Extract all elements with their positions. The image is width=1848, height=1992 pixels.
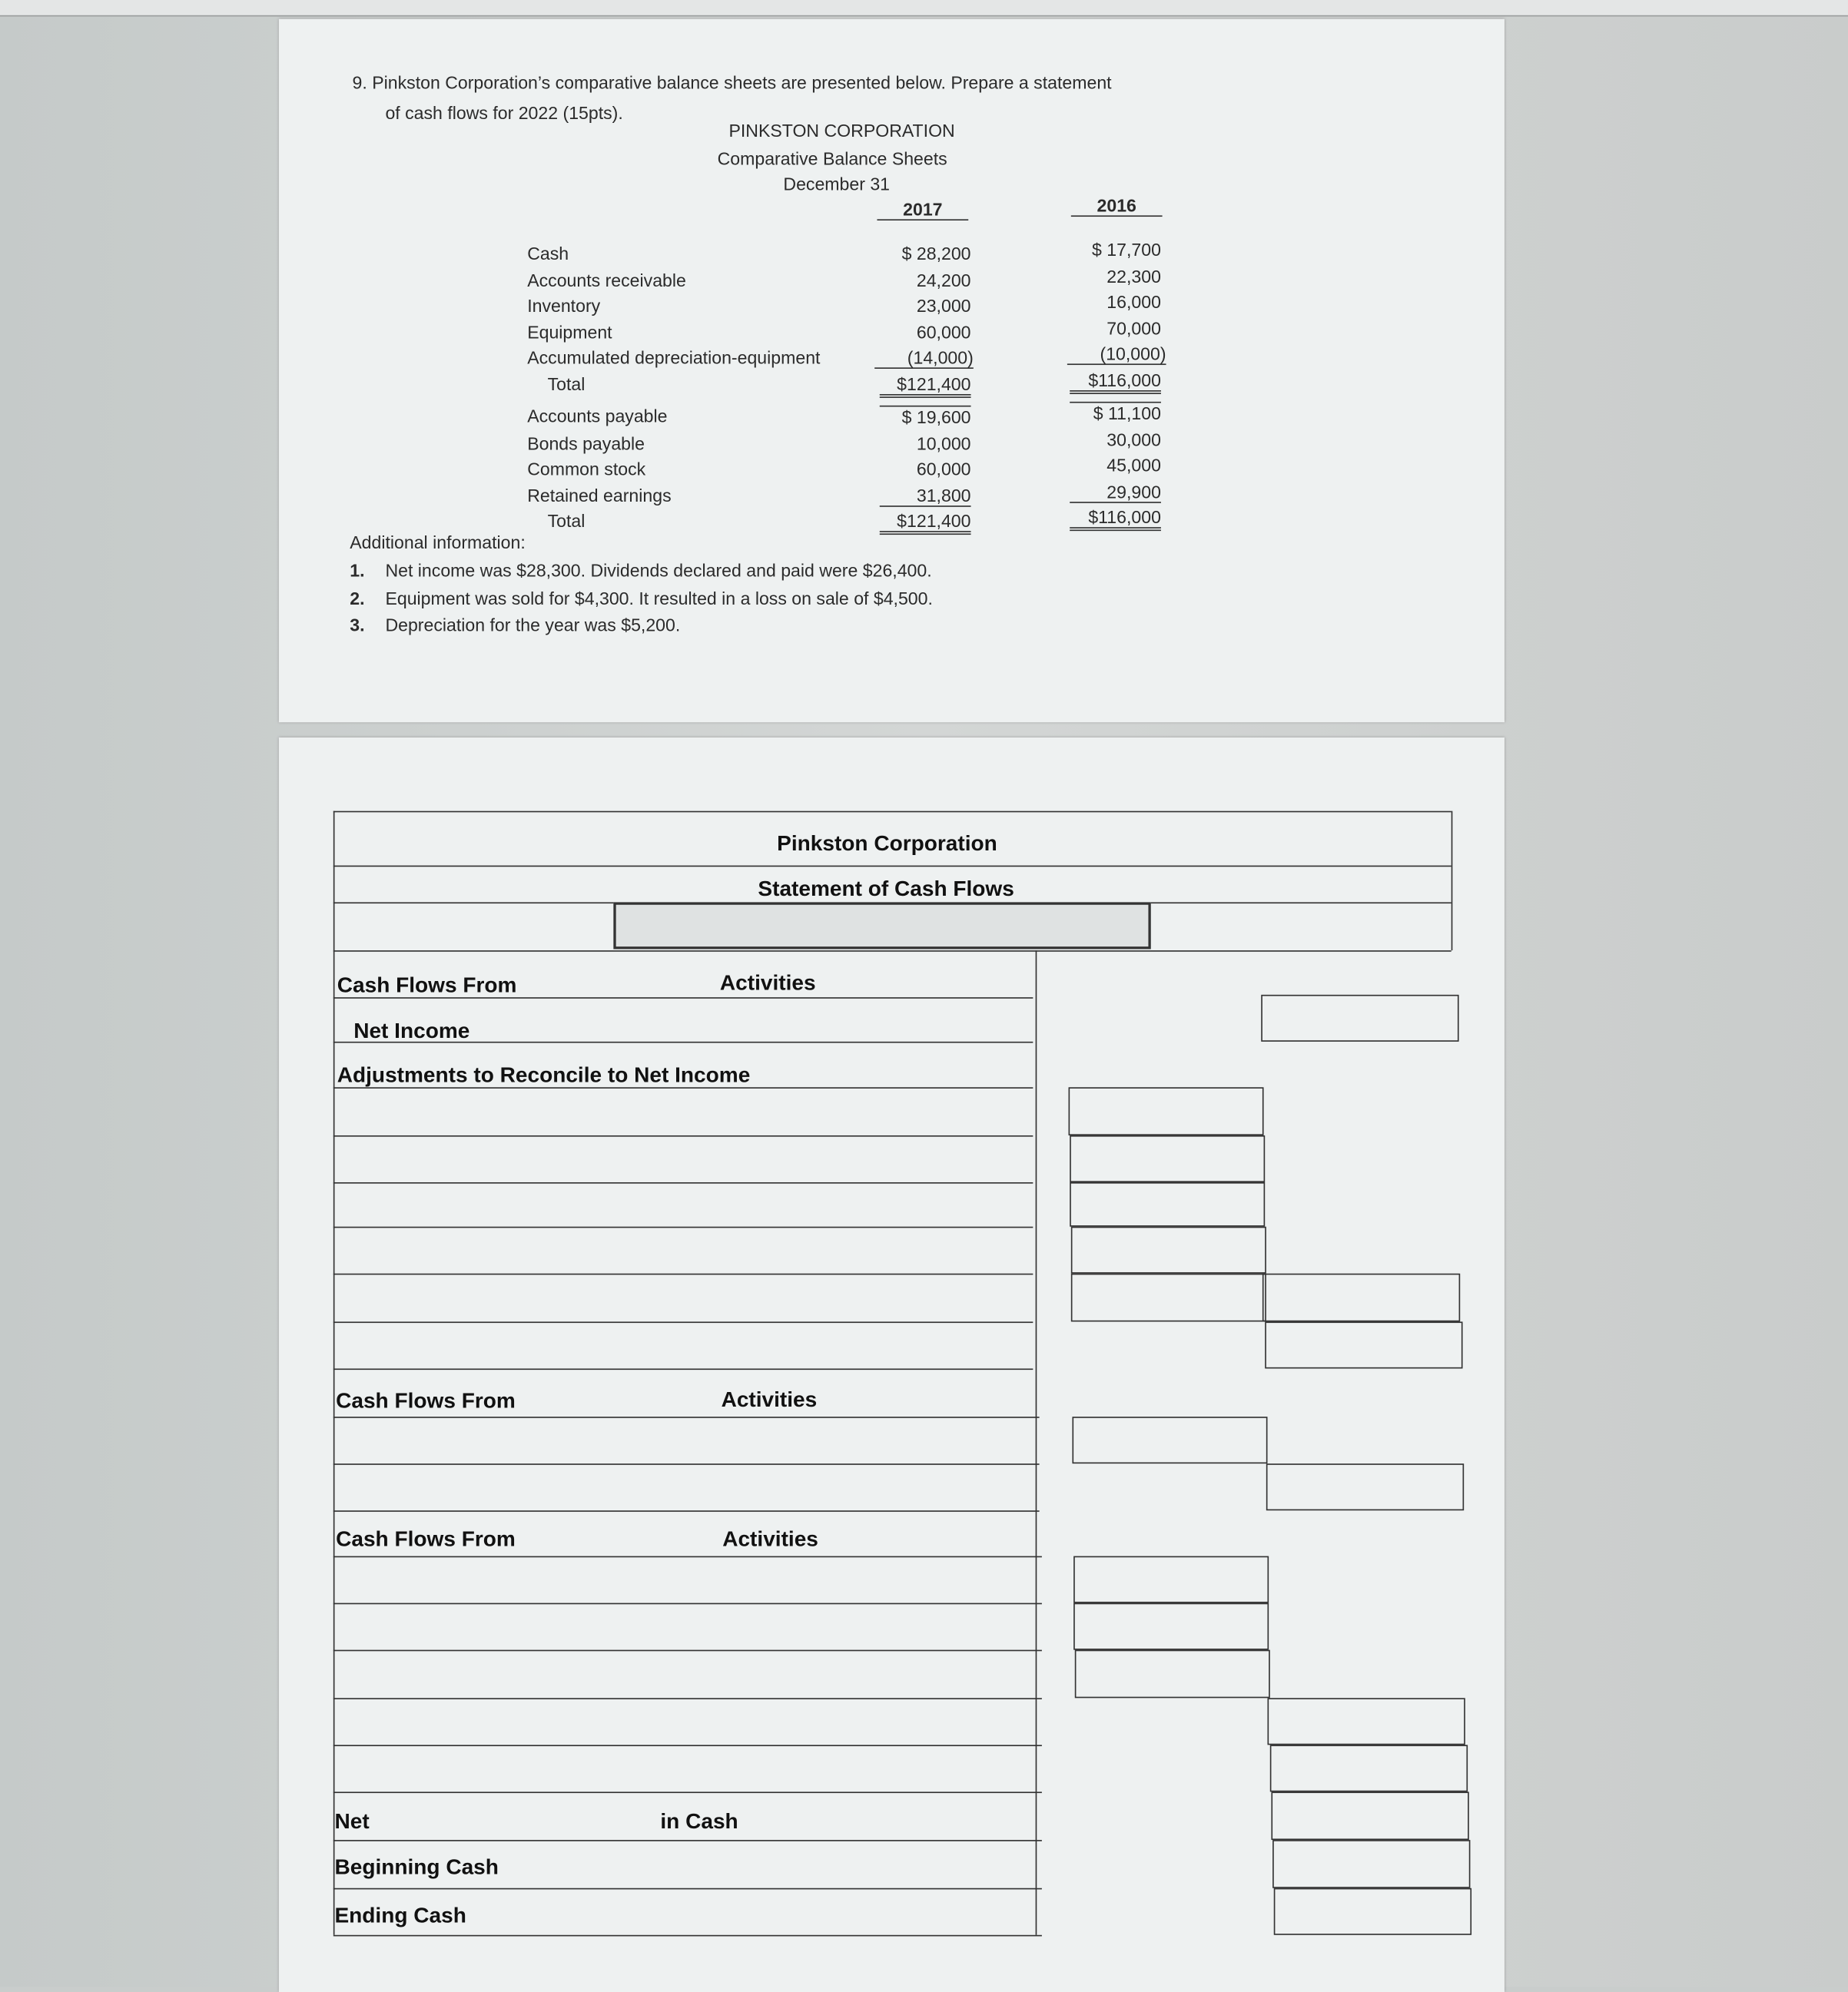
total-input-cell[interactable] <box>1271 1791 1468 1840</box>
total-input-cell[interactable] <box>1261 995 1458 1042</box>
bs-value-2017: $ 19,600 <box>880 406 971 427</box>
grid-line <box>333 1368 1033 1370</box>
sec2-activities: Activities <box>721 1387 818 1412</box>
bs-value-2017: (14,000) <box>874 347 974 369</box>
bs-value-2017: 24,200 <box>916 270 971 290</box>
grid-line <box>333 1463 1040 1465</box>
bs-value-2016: 30,000 <box>1106 429 1161 450</box>
bs-value-2017: 60,000 <box>916 321 971 343</box>
sec2-label: Cash Flows From <box>336 1388 516 1414</box>
bs-value-2016: 70,000 <box>1106 318 1161 339</box>
bs-row-label: Equipment <box>527 321 612 343</box>
total-input-cell[interactable] <box>1262 1274 1460 1322</box>
additional-item-text: Depreciation for the year was $5,200. <box>385 615 681 635</box>
net-income-label: Net Income <box>353 1019 470 1043</box>
ws-title: Statement of Cash Flows <box>758 877 1014 901</box>
bs-value-2017: $121,400 <box>880 374 971 398</box>
bs-value-2016: 29,900 <box>1070 482 1161 503</box>
grid-line <box>333 811 1452 813</box>
total-input-cell[interactable] <box>1268 1698 1465 1745</box>
beginning-cash-label: Beginning Cash <box>334 1854 499 1880</box>
grid-line <box>333 1417 1040 1418</box>
bs-row-label: Bonds payable <box>527 433 645 454</box>
grid-line <box>333 1135 1033 1137</box>
grid-line <box>333 811 335 1935</box>
grid-line <box>1036 950 1037 1935</box>
grid-line <box>333 1274 1033 1275</box>
net-change-label: Net <box>334 1809 370 1834</box>
bs-value-2016: 45,000 <box>1106 455 1161 476</box>
grid-line <box>333 1650 1042 1652</box>
sec3-label: Cash Flows From <box>336 1526 516 1551</box>
grid-line <box>333 1888 1042 1890</box>
amount-input-cell[interactable] <box>1073 1556 1269 1603</box>
bs-row-label: Total <box>547 373 586 394</box>
bs-col-2017: 2017 <box>877 199 968 220</box>
grid-line <box>1452 811 1453 950</box>
grid-line <box>333 1791 1042 1793</box>
bs-value-2016: $116,000 <box>1070 370 1161 394</box>
total-input-cell[interactable] <box>1272 1840 1470 1888</box>
window-top-bar <box>0 0 1848 16</box>
amount-input-cell[interactable] <box>1071 1227 1266 1274</box>
additional-item-number: 1. <box>350 560 365 581</box>
additional-heading: Additional information: <box>350 532 526 553</box>
amount-input-cell[interactable] <box>1069 1087 1264 1135</box>
bs-col-2016: 2016 <box>1071 195 1163 217</box>
bs-value-2017: $121,400 <box>880 511 971 535</box>
bs-row-label: Accounts receivable <box>527 270 686 290</box>
bs-value-2017: 23,000 <box>916 295 971 316</box>
grid-line <box>333 866 1452 867</box>
grid-line <box>333 950 1452 952</box>
net-change-in-cash: in Cash <box>660 1809 738 1834</box>
bs-value-2017: 60,000 <box>916 459 971 479</box>
ws-company: Pinkston Corporation <box>777 831 997 856</box>
bs-value-2017: 31,800 <box>880 486 971 507</box>
sec1-label: Cash Flows From <box>337 973 517 998</box>
problem-line-1: 9. Pinkston Corporation’s comparative balance sheets are presented below. Prepare a statement <box>352 72 1112 93</box>
grid-line <box>333 1556 1042 1558</box>
bs-row-label: Inventory <box>527 295 601 316</box>
period-input-box[interactable] <box>613 902 1150 949</box>
bs-value-2017: 10,000 <box>916 433 971 454</box>
bs-date: December 31 <box>783 173 891 194</box>
adjustments-label: Adjustments to Reconcile to Net Income <box>337 1062 751 1088</box>
bs-title: Comparative Balance Sheets <box>717 147 947 169</box>
additional-item-number: 3. <box>350 615 365 635</box>
bs-row-label: Accounts payable <box>527 405 668 426</box>
total-input-cell[interactable] <box>1265 1321 1462 1368</box>
bs-value-2017: $ 28,200 <box>901 243 971 264</box>
bs-value-2016: 22,300 <box>1106 266 1161 287</box>
grid-line <box>333 1698 1042 1699</box>
total-input-cell[interactable] <box>1274 1888 1471 1935</box>
sec3-activities: Activities <box>722 1526 818 1551</box>
bs-company: PINKSTON CORPORATION <box>728 120 955 141</box>
bs-row-label: Cash <box>527 243 569 264</box>
total-input-cell[interactable] <box>1270 1745 1468 1791</box>
bs-value-2016: (10,000) <box>1067 343 1166 365</box>
grid-line <box>333 1745 1042 1746</box>
grid-line <box>333 1603 1042 1605</box>
total-input-cell[interactable] <box>1266 1463 1464 1510</box>
bs-value-2016: $116,000 <box>1070 507 1161 531</box>
bs-row-label: Accumulated depreciation-equipment <box>527 346 821 368</box>
additional-item-text: Equipment was sold for $4,300. It resulted in a loss on sale of $4,500. <box>385 588 933 608</box>
grid-line <box>333 1510 1040 1512</box>
bs-row-label: Common stock <box>527 459 646 479</box>
sec1-activities: Activities <box>719 970 816 995</box>
grid-line <box>333 1182 1033 1184</box>
problem-line-2: of cash flows for 2022 (15pts). <box>385 102 623 124</box>
amount-input-cell[interactable] <box>1072 1417 1267 1463</box>
grid-line <box>333 1840 1042 1841</box>
amount-input-cell[interactable] <box>1073 1603 1269 1650</box>
amount-input-cell[interactable] <box>1071 1274 1266 1322</box>
bs-row-label: Total <box>547 510 586 532</box>
grid-line <box>333 1935 1042 1937</box>
bs-value-2016: 16,000 <box>1106 291 1161 312</box>
grid-line <box>333 1321 1033 1323</box>
bs-value-2016: $ 17,700 <box>1092 239 1161 260</box>
bs-row-label: Retained earnings <box>527 485 672 506</box>
bs-value-2016: $ 11,100 <box>1070 402 1161 423</box>
amount-input-cell[interactable] <box>1070 1135 1265 1182</box>
additional-item-number: 2. <box>350 588 365 608</box>
additional-item-text: Net income was $28,300. Dividends declared and paid were $26,400. <box>385 560 932 581</box>
ending-cash-label: Ending Cash <box>334 1903 466 1927</box>
grid-line <box>333 1227 1033 1228</box>
problem-panel <box>279 19 1505 722</box>
amount-input-cell[interactable] <box>1075 1650 1270 1699</box>
amount-input-cell[interactable] <box>1070 1182 1265 1227</box>
